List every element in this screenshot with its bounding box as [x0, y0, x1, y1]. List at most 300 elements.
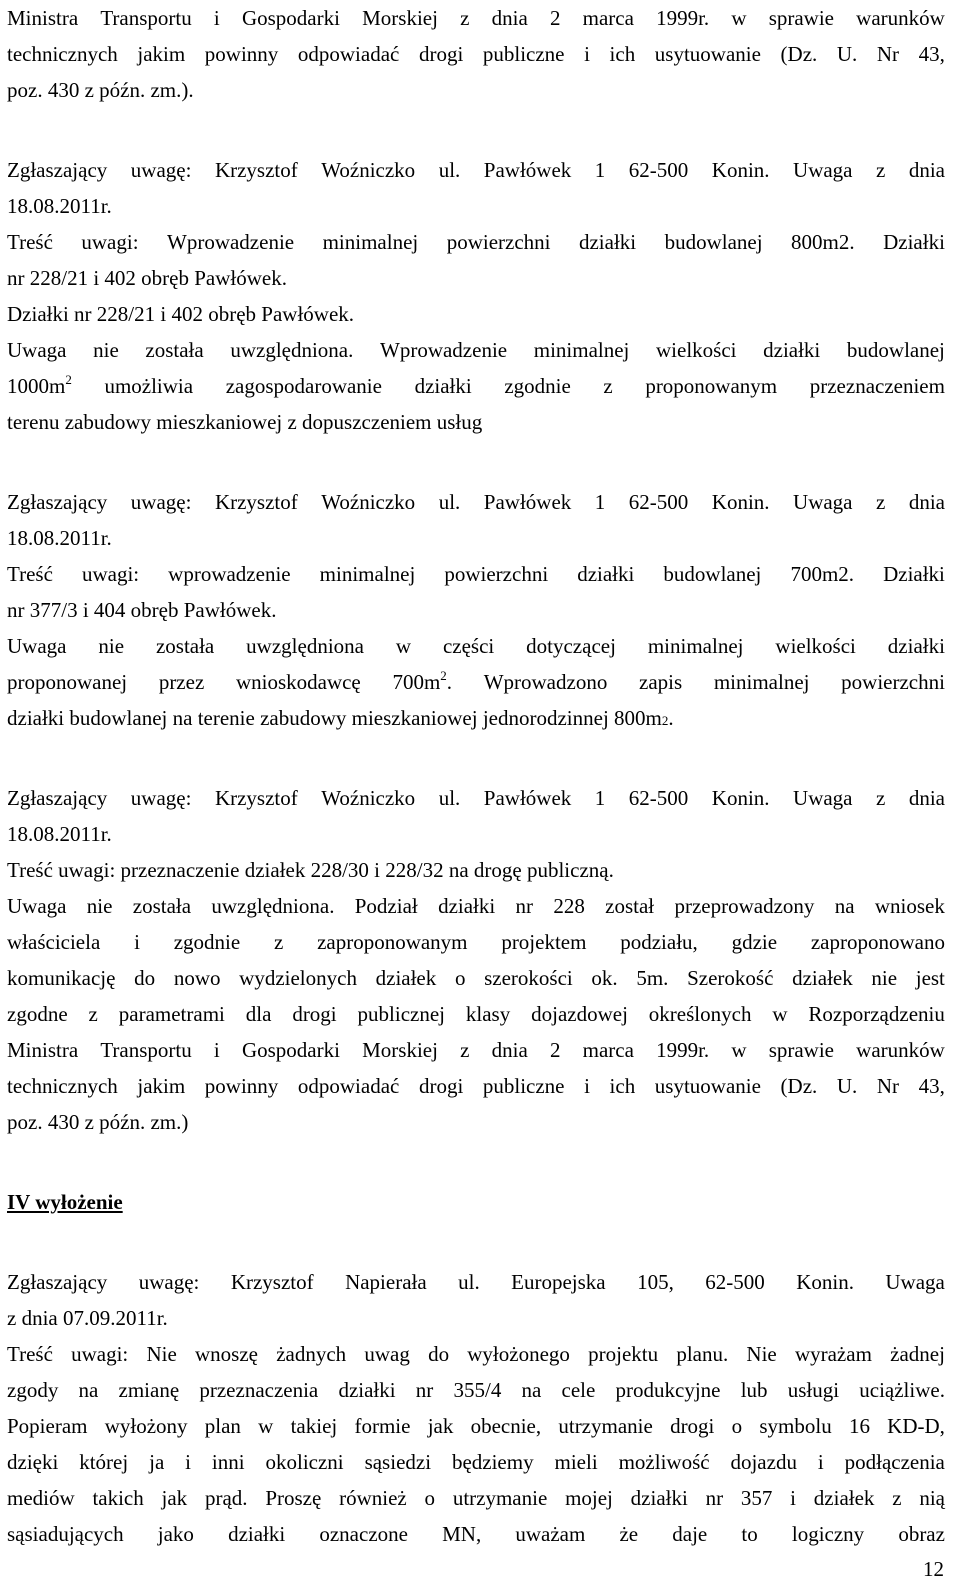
comment-content-line [7, 556, 945, 592]
word: Napierała [345, 1270, 427, 1294]
word: nie [86, 894, 113, 918]
word: lub [740, 1378, 768, 1402]
word: ich [609, 1074, 636, 1098]
word: 1999r. [656, 6, 710, 30]
text-line: nr 377/3 i 404 obręb Pawłówek. [7, 598, 277, 622]
word: Treść [7, 230, 53, 254]
word: Zgłaszający [7, 786, 108, 810]
word: jako [157, 1522, 194, 1546]
word: Uwaga [793, 490, 853, 514]
word: z [88, 1002, 98, 1026]
word: przeznaczenia [199, 1378, 319, 1402]
word: publiczne [482, 1074, 565, 1098]
word: dnia [908, 786, 945, 810]
word: Woźniczko [321, 158, 416, 182]
word: jak [427, 1414, 454, 1438]
word: 5m. [636, 966, 669, 990]
word: działki [338, 1378, 396, 1402]
word: nr [705, 1486, 724, 1510]
word: sąsiadujących [7, 1522, 124, 1546]
word: daje [672, 1522, 708, 1546]
comment-content-line [7, 1336, 945, 1372]
word: działki [763, 338, 821, 362]
word: drogi [418, 1074, 464, 1098]
word: 228 [553, 894, 585, 918]
resolution-line [7, 332, 945, 368]
word: cele [561, 1378, 596, 1402]
word: symbolu [759, 1414, 832, 1438]
word: 1 [594, 490, 606, 514]
word: przeznaczeniem [809, 374, 945, 398]
word: Działki [883, 562, 945, 586]
word: dojazdowej [531, 1002, 628, 1026]
word: 2 [549, 6, 561, 30]
word: (Dz. [780, 42, 818, 66]
word: będziemy [451, 1450, 534, 1474]
word: na [521, 1378, 542, 1402]
word: wprowadzenie [168, 562, 291, 586]
word: powierzchni [446, 230, 551, 254]
word: określonych [648, 1002, 752, 1026]
word: działek [792, 966, 853, 990]
date-line: 18.08.2011r. [7, 822, 112, 846]
word: ja [149, 1450, 165, 1474]
word: do [428, 1342, 450, 1366]
word: uwagę: [130, 490, 192, 514]
word: dla [245, 1002, 272, 1026]
word: Nr [876, 42, 900, 66]
word: 105, [637, 1270, 674, 1294]
word: projektu [588, 1342, 659, 1366]
word: został [605, 894, 655, 918]
word: Zgłaszający [7, 1270, 108, 1294]
word: Uwaga [885, 1270, 945, 1294]
text-line [7, 996, 945, 1032]
word: proponowanym [645, 374, 778, 398]
word: nr [515, 894, 534, 918]
word: KD-D, [887, 1414, 945, 1438]
word: Woźniczko [321, 786, 416, 810]
word: Morskiej [362, 1038, 438, 1062]
word: jak [161, 1486, 188, 1510]
word: $1000m^2$ [7, 372, 72, 398]
word: Transportu [100, 6, 192, 30]
word: Gospodarki [241, 6, 340, 30]
word: Rozporządzeniu [808, 1002, 945, 1026]
word: takich [92, 1486, 144, 1510]
word: uwzględniona [246, 634, 364, 658]
word: Transportu [100, 1038, 192, 1062]
word: warunków [856, 1038, 945, 1062]
word: żadnych [276, 1342, 347, 1366]
word: Treść [7, 1342, 53, 1366]
word: Podział [354, 894, 418, 918]
word: Konin. [796, 1270, 854, 1294]
word: MN, [442, 1522, 482, 1546]
word: zgodnie [504, 374, 571, 398]
word: jest [915, 966, 945, 990]
word: usytuowanie [654, 1074, 761, 1098]
section-heading-line [7, 1184, 945, 1220]
word: właściciela [7, 930, 101, 954]
word: publicznej [357, 1002, 445, 1026]
word: sprawie [768, 1038, 834, 1062]
word: 800m2. [791, 230, 855, 254]
word: dojazdu [730, 1450, 797, 1474]
word: uwagę: [130, 158, 192, 182]
word: i [584, 42, 590, 66]
word: przez [158, 670, 205, 694]
word: Pawłówek [483, 786, 572, 810]
word: odpowiadać [297, 1074, 400, 1098]
page-number: 12 [923, 1557, 944, 1581]
word: i [790, 1486, 797, 1510]
word: działki [414, 374, 472, 398]
document-page [7, 0, 945, 1552]
text-line [7, 1444, 945, 1480]
word: zgodne [7, 1002, 68, 1026]
word: i [817, 1450, 824, 1474]
word: utrzymanie [558, 1414, 653, 1438]
word: marca [582, 1038, 634, 1062]
text-line [7, 924, 945, 960]
word: sprawie [768, 6, 834, 30]
word: z [876, 158, 886, 182]
word: 62-500 [628, 490, 689, 514]
word: uwagę: [138, 1270, 200, 1294]
word: klasy [465, 1002, 511, 1026]
word: 62-500 [628, 158, 689, 182]
word: 1999r. [656, 1038, 710, 1062]
word: wyrażam [794, 1342, 872, 1366]
word: technicznych [7, 1074, 118, 1098]
word: Uwaga [7, 634, 67, 658]
word: uwagi: [81, 562, 140, 586]
word: zagospodarowanie [225, 374, 382, 398]
word: działki [887, 634, 945, 658]
word: proponowanej [7, 670, 128, 694]
word: Nr [876, 1074, 900, 1098]
text-line [7, 1516, 945, 1552]
word: uwzględniona. [230, 338, 354, 362]
word: i [134, 930, 140, 954]
word: zapis [639, 670, 683, 694]
word: w [731, 1038, 747, 1062]
word: Wprowadzono [483, 670, 608, 694]
word: 700m2. [790, 562, 855, 586]
word: gdzie [731, 930, 778, 954]
word: minimalnej [713, 670, 810, 694]
word: działki [577, 562, 635, 586]
word: 357 [740, 1486, 773, 1510]
word: 43, [918, 1074, 945, 1098]
word: z [460, 6, 470, 30]
word: 355/4 [453, 1378, 502, 1402]
word: uciążliwe. [859, 1378, 945, 1402]
word: z [273, 930, 284, 954]
word: do [134, 966, 156, 990]
submitter-line [7, 780, 945, 816]
word: plan [204, 1414, 241, 1438]
word: Krzysztof [214, 490, 298, 514]
resolution-line [7, 628, 945, 664]
word: usytuowanie [654, 42, 761, 66]
word: powinny [204, 1074, 279, 1098]
word: Proszę [265, 1486, 322, 1510]
word: umożliwia [104, 374, 194, 398]
text-line: poz. 430 z późn. zm.). [7, 78, 194, 102]
word: nie [98, 634, 125, 658]
word: nie [93, 338, 119, 362]
word: z [876, 786, 886, 810]
word: dnia [491, 6, 528, 30]
word: Gospodarki [241, 1038, 340, 1062]
word: projektem [501, 930, 587, 954]
word: żadnej [890, 1342, 945, 1366]
word: części [442, 634, 495, 658]
word: z [460, 1038, 470, 1062]
word: U. [836, 42, 858, 66]
word: Treść [7, 562, 53, 586]
word: Krzysztof [214, 786, 298, 810]
word: publiczne [482, 42, 565, 66]
resolution-line [7, 888, 945, 924]
word: działki [630, 1486, 688, 1510]
word: działki [438, 894, 496, 918]
word: Ministra [7, 6, 79, 30]
submitter-line [7, 152, 945, 188]
word: komunikację [7, 966, 116, 990]
word: parametrami [118, 1002, 225, 1026]
word: mediów [7, 1486, 75, 1510]
word: drogi [292, 1002, 337, 1026]
word: Nie [146, 1342, 177, 1366]
comment-content-line: Treść uwagi: przeznaczenie działek 228/30 i 228/32 na drogę publiczną. [7, 858, 614, 882]
word: wnoszę [195, 1342, 258, 1366]
date-line: 18.08.2011r. [7, 194, 112, 218]
section-heading: IV wyłożenie [7, 1190, 123, 1214]
word: wielkości [775, 634, 856, 658]
word: minimalnej [319, 562, 416, 586]
word: wniosek [874, 894, 945, 918]
word: z [876, 490, 886, 514]
word: Uwaga [7, 894, 67, 918]
word: z [603, 374, 613, 398]
word: przeprowadzony [674, 894, 815, 918]
text-line [7, 1068, 945, 1104]
comment-entry-3 [7, 780, 945, 1140]
word: Wprowadzenie [380, 338, 508, 362]
word: dnia [908, 490, 945, 514]
date-line: z dnia 07.09.2011r. [7, 1306, 168, 1330]
word: Konin. [711, 490, 770, 514]
word: produkcyjne [615, 1378, 721, 1402]
word: na [78, 1378, 99, 1402]
word: została [145, 338, 204, 362]
word: drogi [418, 42, 464, 66]
word: Krzysztof [230, 1270, 314, 1294]
word: Wprowadzenie [167, 230, 295, 254]
word: dnia [491, 1038, 528, 1062]
text-line [7, 36, 945, 72]
word: powierzchni [444, 562, 549, 586]
word: i [584, 1074, 590, 1098]
word: budowlanej [664, 230, 763, 254]
text-line: działki budowlanej na terenie zabudowy mieszkaniowej jednorodzinnej 800m 2 . [7, 706, 674, 730]
word: utrzymanie [452, 1486, 548, 1510]
word: również [339, 1486, 407, 1510]
word: Popieram [7, 1414, 88, 1438]
word: w [258, 1414, 274, 1438]
word: Pawłówek [483, 490, 572, 514]
word: mojej [565, 1486, 613, 1510]
word: 2 [549, 1038, 561, 1062]
word: podłączenia [844, 1450, 945, 1474]
text-line [7, 1032, 945, 1068]
comment-content-line [7, 224, 945, 260]
word: oznaczone [319, 1522, 408, 1546]
word: ich [609, 42, 636, 66]
word: Pawłówek [483, 158, 572, 182]
text-line [7, 1408, 945, 1444]
word: wielkości [656, 338, 737, 362]
word: nie [871, 966, 898, 990]
word: uważam [515, 1522, 586, 1546]
word: obraz [898, 1522, 945, 1546]
word: minimalnej [322, 230, 419, 254]
word: Nie [746, 1342, 777, 1366]
word: budowlanej [846, 338, 945, 362]
word: w [731, 6, 747, 30]
word: powinny [204, 42, 279, 66]
word: nią [919, 1486, 945, 1510]
text-line: terenu zabudowy mieszkaniowej z dopuszczeniem usług [7, 410, 483, 434]
word: U. [836, 1074, 858, 1098]
comment-entry-2 [7, 484, 945, 736]
word: zgody [7, 1378, 59, 1402]
word: 16 [848, 1414, 870, 1438]
word: z [892, 1486, 902, 1510]
word: 43, [918, 42, 945, 66]
word: drogi [670, 1414, 715, 1438]
word: wydzielonych [239, 966, 357, 990]
word: Woźniczko [321, 490, 416, 514]
word: Uwaga [793, 786, 853, 810]
word: 1 [594, 158, 606, 182]
word: dzięki [7, 1450, 59, 1474]
word: uwagę: [130, 786, 192, 810]
word: podziału, [620, 930, 698, 954]
word: obecnie, [470, 1414, 542, 1438]
word: Ministra [7, 1038, 79, 1062]
word: okoliczni [265, 1450, 344, 1474]
text-line: Działki nr 228/21 i 402 obręb Pawłówek. [7, 302, 355, 326]
word: została [155, 634, 215, 658]
word: inni [211, 1450, 245, 1474]
word: wnioskodawcę [235, 670, 361, 694]
word: Szerokość [687, 966, 774, 990]
word: prąd. [204, 1486, 248, 1510]
word: szerokości [484, 966, 573, 990]
word: warunków [856, 6, 945, 30]
word: ul. [438, 490, 461, 514]
word: i [213, 1038, 220, 1062]
word: nr [415, 1378, 434, 1402]
word: formie [354, 1414, 411, 1438]
word: Europejska [511, 1270, 606, 1294]
word: planu. [676, 1342, 729, 1366]
text-line [7, 1372, 945, 1408]
text-line: nr 228/21 i 402 obręb Pawłówek. [7, 266, 287, 290]
word: o [454, 966, 466, 990]
word: Morskiej [362, 6, 438, 30]
word: wyłożony [104, 1414, 188, 1438]
word: 62-500 [705, 1270, 765, 1294]
word: działki [578, 230, 637, 254]
word: 1 [594, 786, 606, 810]
word: w [395, 634, 412, 658]
word: której [79, 1450, 129, 1474]
word: odpowiadać [297, 42, 400, 66]
word: jakim [137, 42, 186, 66]
word: nowo [173, 966, 221, 990]
word: sąsiedzi [364, 1450, 432, 1474]
word: Konin. [711, 158, 770, 182]
word: jakim [137, 1074, 186, 1098]
word: możliwość [618, 1450, 710, 1474]
word: zmianę [118, 1378, 180, 1402]
word: ok. [591, 966, 618, 990]
word: wyłożonego [467, 1342, 570, 1366]
comment-entry-4 [7, 1264, 945, 1552]
word: uwag [364, 1342, 410, 1366]
text-line [7, 960, 945, 996]
word: działek [813, 1486, 875, 1510]
word: Konin. [711, 786, 770, 810]
date-line: 18.08.2011r. [7, 526, 112, 550]
word: i [185, 1450, 192, 1474]
word: ul. [438, 158, 461, 182]
text-line [7, 1480, 945, 1516]
word: została [132, 894, 192, 918]
word: zaproponowano [810, 930, 945, 954]
word: uwagi: [81, 230, 139, 254]
word: takiej [290, 1414, 338, 1438]
word: działki [228, 1522, 286, 1546]
word: $700m^2$. [392, 668, 453, 694]
word: to [741, 1522, 758, 1546]
submitter-line [7, 1264, 945, 1300]
word: zgodnie [173, 930, 241, 954]
word: logiczny [791, 1522, 865, 1546]
word: marca [582, 6, 634, 30]
word: o [424, 1486, 436, 1510]
word: Zgłaszający [7, 158, 108, 182]
text-line [7, 0, 945, 36]
word: o [731, 1414, 743, 1438]
word: działek [375, 966, 437, 990]
word: ul. [438, 786, 461, 810]
word: Uwaga [7, 338, 67, 362]
word: Krzysztof [214, 158, 298, 182]
word: w [772, 1002, 788, 1026]
word: ul. [458, 1270, 480, 1294]
word: na [834, 894, 855, 918]
text-line [7, 368, 945, 404]
word: minimalnej [647, 634, 744, 658]
word: mieli [554, 1450, 598, 1474]
word: uwzględniona. [211, 894, 335, 918]
